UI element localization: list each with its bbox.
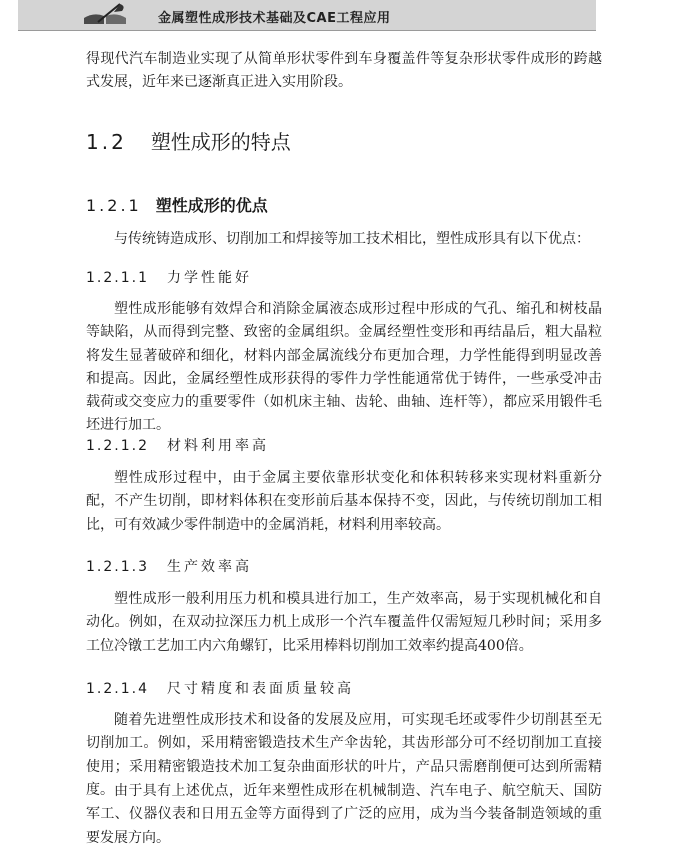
item-heading bbox=[86, 267, 252, 287]
section-heading bbox=[86, 126, 291, 155]
item-heading bbox=[86, 435, 269, 455]
item-number: 1.2.1.2 bbox=[86, 438, 149, 454]
section-number: 1.2 bbox=[86, 130, 127, 154]
item-title: 材料利用率高 bbox=[166, 438, 269, 454]
item-title: 生产效率高 bbox=[166, 559, 252, 575]
item-number: 1.2.1.3 bbox=[86, 559, 149, 575]
intro-paragraph: 得现代汽车制造业实现了从简单形状零件到车身覆盖件等复杂形状零件成形的跨越式发展，近年来已逐渐真正进入实用阶段。 bbox=[86, 51, 602, 91]
subsection-number: 1.2.1 bbox=[86, 196, 142, 215]
item-paragraph: 随着先进塑性成形技术和设备的发展及应用，可实现毛坯或零件少切削甚至无切削加工。例如，采用精密锻造技术生产伞齿轮，其齿形部分可不经切削加工直接使用；采用精密锻造技术加工复杂曲面形状的叶片，产品只需磨削便可达到所需精度。 bbox=[86, 712, 602, 798]
book-title: 金属塑性成形技术基础及CAE工程应用 bbox=[158, 11, 391, 26]
item-number: 1.2.1.1 bbox=[86, 270, 149, 286]
subsection-heading bbox=[86, 193, 268, 216]
item-paragraph: 塑性成形一般利用压力机和模具进行加工，生产效率高，易于实现机械化和自动化。例如，在双动拉深压力机上成形一个汽车覆盖件仅需短短几秒时间；采用多工位冷镦工艺加工内六角螺钉，比采用棒料切削加工效率约提高400倍。 bbox=[86, 591, 602, 654]
section-title: 塑性成形的特点 bbox=[150, 130, 291, 154]
book-quill-logo-icon bbox=[80, 2, 132, 28]
item-number: 1.2.1.4 bbox=[86, 681, 149, 697]
subsection-title: 塑性成形的优点 bbox=[155, 196, 268, 215]
running-header bbox=[18, 0, 596, 31]
item-paragraph: 塑性成形能够有效焊合和消除金属液态成形过程中形成的气孔、缩孔和树枝晶等缺陷，从而得到完整、致密的金属组织。金属经塑性变形和再结晶后，粗大晶粒将发生显著破碎和细化，材料内部金属流线分布更加合理，力学性能得到明显改善和提高。因此，金属经塑性成形获得的零件力学性能通常优于铸件，一些承受冲击载荷或交变应力的重要零件（如机床主轴、齿轮、曲轴、连杆等），都应采用锻件毛坯进行加工。 bbox=[86, 301, 602, 434]
conclusion-paragraph: 由于具有上述优点，近年来塑性成形在机械制造、汽车电子、航空航天、国防军工、仪器仪表和日用五金等方面得到了广泛的应用，成为当今装备制造领域的重要发展方向。 bbox=[86, 783, 602, 846]
item-paragraph: 塑性成形过程中，由于金属主要依靠形状变化和体积转移来实现材料重新分配，不产生切削，即材料体积在变形前后基本保持不变，因此，与传统切削加工相比，可有效减少零件制造中的金属消耗，材料利用率较高。 bbox=[86, 470, 602, 533]
item-heading bbox=[86, 556, 252, 576]
item-heading bbox=[86, 678, 354, 698]
subsection-lead: 与传统铸造成形、切削加工和焊接等加工技术相比，塑性成形具有以下优点： bbox=[114, 231, 590, 247]
item-title: 力学性能好 bbox=[166, 270, 252, 286]
item-title: 尺寸精度和表面质量较高 bbox=[166, 681, 354, 697]
